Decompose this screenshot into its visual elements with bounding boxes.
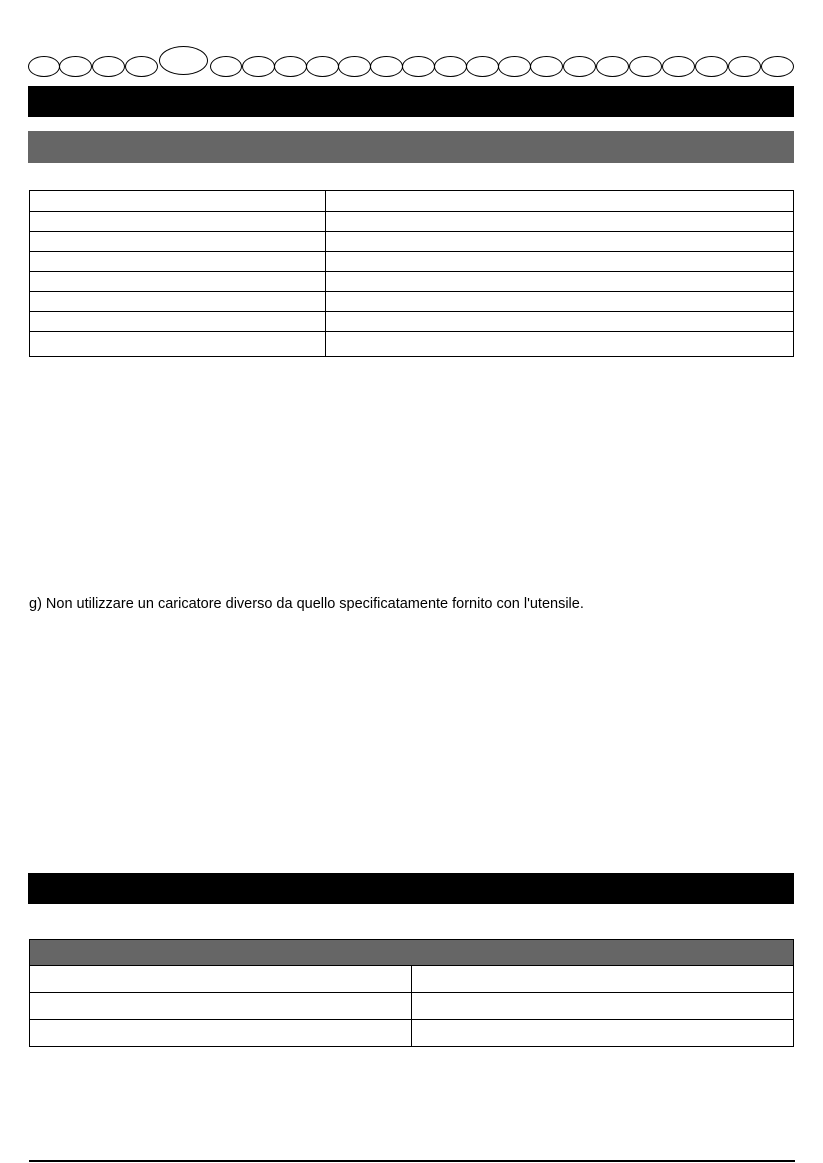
- language-tabs: [28, 51, 794, 79]
- table-row: [30, 966, 794, 993]
- table-header-bar: [29, 939, 794, 966]
- table-cell: [326, 232, 794, 252]
- table-cell: [326, 272, 794, 292]
- language-tab[interactable]: [662, 56, 695, 77]
- language-tab[interactable]: [563, 56, 596, 77]
- table-row: [30, 993, 794, 1020]
- language-tab[interactable]: [596, 56, 629, 77]
- footer-rule: [29, 1160, 795, 1162]
- table-row: [30, 252, 794, 272]
- section-header-bar: [28, 86, 794, 117]
- language-tab[interactable]: [274, 56, 307, 77]
- table-cell: [30, 252, 326, 272]
- table-row: [30, 332, 794, 357]
- table-cell: [326, 212, 794, 232]
- subsection-header-bar: [28, 131, 794, 163]
- language-tab[interactable]: [28, 56, 60, 77]
- table-row: [30, 232, 794, 252]
- language-tab[interactable]: [92, 56, 125, 77]
- table-row: [30, 292, 794, 312]
- language-tab-active[interactable]: [159, 46, 208, 75]
- language-tab[interactable]: [530, 56, 563, 77]
- table-cell: [326, 312, 794, 332]
- table-cell: [30, 191, 326, 212]
- table-cell: [326, 332, 794, 357]
- table-cell: [30, 212, 326, 232]
- table-cell: [30, 292, 326, 312]
- language-tab[interactable]: [59, 56, 92, 77]
- language-tab[interactable]: [402, 56, 435, 77]
- language-tab[interactable]: [728, 56, 761, 77]
- table-cell: [326, 191, 794, 212]
- table-cell: [30, 272, 326, 292]
- language-tab[interactable]: [370, 56, 403, 77]
- safety-instruction-g: g) Non utilizzare un caricatore diverso da quello specificatamente fornito con l'utensile.: [29, 596, 584, 612]
- specifications-table: [29, 190, 794, 357]
- table-cell: [412, 993, 794, 1020]
- language-tab[interactable]: [434, 56, 467, 77]
- language-tab[interactable]: [466, 56, 499, 77]
- language-tab[interactable]: [125, 56, 158, 77]
- table-cell: [30, 993, 412, 1020]
- table-cell: [412, 966, 794, 993]
- language-tab[interactable]: [338, 56, 371, 77]
- section-header-bar: [28, 873, 794, 904]
- language-tab[interactable]: [210, 56, 242, 77]
- language-tab[interactable]: [761, 56, 794, 77]
- table-cell: [30, 232, 326, 252]
- language-tab[interactable]: [695, 56, 728, 77]
- language-tab[interactable]: [242, 56, 275, 77]
- language-tab[interactable]: [498, 56, 531, 77]
- table-row: [30, 272, 794, 292]
- table-row: [30, 1020, 794, 1047]
- table-cell: [326, 252, 794, 272]
- table-cell: [30, 332, 326, 357]
- table-cell: [412, 1020, 794, 1047]
- table-row: [30, 212, 794, 232]
- table-row: [30, 312, 794, 332]
- language-tab[interactable]: [306, 56, 339, 77]
- table-cell: [30, 1020, 412, 1047]
- table-cell: [30, 966, 412, 993]
- table-cell: [30, 312, 326, 332]
- table-cell: [326, 292, 794, 312]
- accessories-table: [29, 965, 794, 1047]
- table-row: [30, 191, 794, 212]
- language-tab[interactable]: [629, 56, 662, 77]
